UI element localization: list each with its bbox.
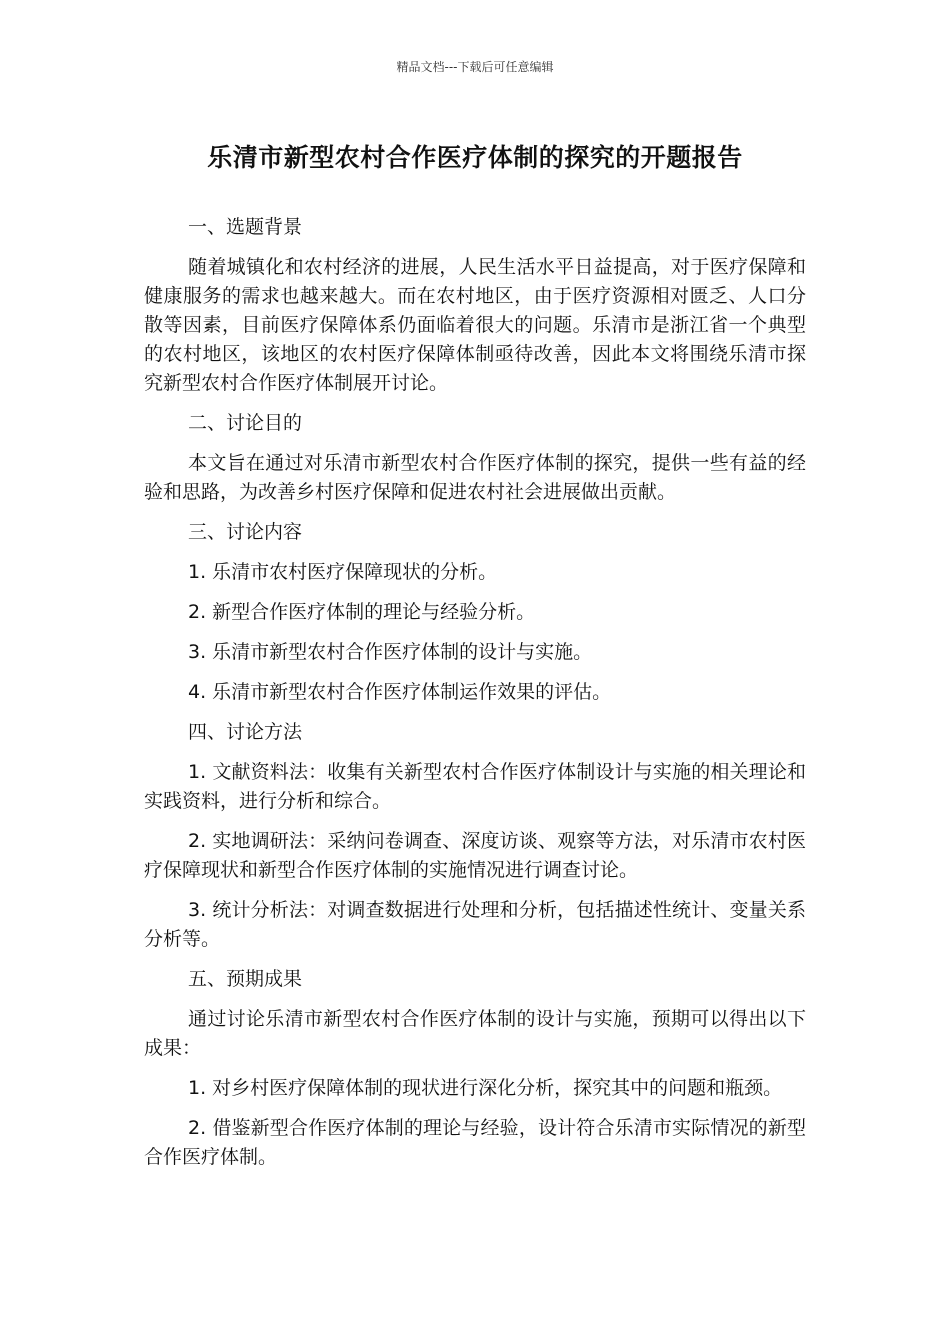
list-item-outcome-2: 2. 借鉴新型合作医疗体制的理论与经验，设计符合乐清市实际情况的新型合作医疗体制。	[144, 1117, 806, 1168]
section-heading-purpose: 二、讨论目的	[188, 412, 303, 434]
section-heading-content: 三、讨论内容	[188, 521, 303, 543]
list-item-content-1: 1. 乐清市农村医疗保障现状的分析。	[188, 561, 498, 583]
paragraph-purpose: 本文旨在通过对乐清市新型农村合作医疗体制的探究，提供一些有益的经验和思路，为改善乡村医疗保障和促进农村社会进展做出贡献。	[144, 452, 806, 503]
document-title: 乐清市新型农村合作医疗体制的探究的开题报告	[207, 143, 743, 172]
list-item-content-4: 4. 乐清市新型农村合作医疗体制运作效果的评估。	[188, 681, 612, 703]
list-item-method-1: 1. 文献资料法：收集有关新型农村合作医疗体制设计与实施的相关理论和实践资料，进行分析和综合。	[144, 761, 806, 812]
paragraph-background: 随着城镇化和农村经济的进展，人民生活水平日益提高，对于医疗保障和健康服务的需求也越来越大。而在农村地区，由于医疗资源相对匮乏、人口分散等因素，目前医疗保障体系仍面临着很大的问题。乐清市是浙江省一个典型的农村地区，该地区的农村医疗保障体制亟待改善，因此本文将围绕乐清市探究新型农村合作医疗体制展开讨论。	[144, 256, 806, 394]
document-body	[144, 213, 806, 1183]
paragraph-outcomes-intro: 通过讨论乐清市新型农村合作医疗体制的设计与实施，预期可以得出以下成果：	[144, 1008, 806, 1059]
section-heading-background: 一、选题背景	[188, 216, 303, 238]
header-note: 精品文档---下载后可任意编辑	[396, 60, 554, 74]
list-item-content-3: 3. 乐清市新型农村合作医疗体制的设计与实施。	[188, 641, 593, 663]
list-item-method-3: 3. 统计分析法：对调查数据进行处理和分析，包括描述性统计、变量关系分析等。	[144, 899, 806, 950]
list-item-method-2: 2. 实地调研法：采纳问卷调查、深度访谈、观察等方法，对乐清市农村医疗保障现状和新型合作医疗体制的实施情况进行调查讨论。	[144, 830, 806, 881]
list-item-content-2: 2. 新型合作医疗体制的理论与经验分析。	[188, 601, 536, 623]
section-heading-outcomes: 五、预期成果	[188, 968, 303, 990]
section-heading-methods: 四、讨论方法	[188, 721, 303, 743]
list-item-outcome-1: 1. 对乡村医疗保障体制的现状进行深化分析，探究其中的问题和瓶颈。	[188, 1077, 783, 1099]
